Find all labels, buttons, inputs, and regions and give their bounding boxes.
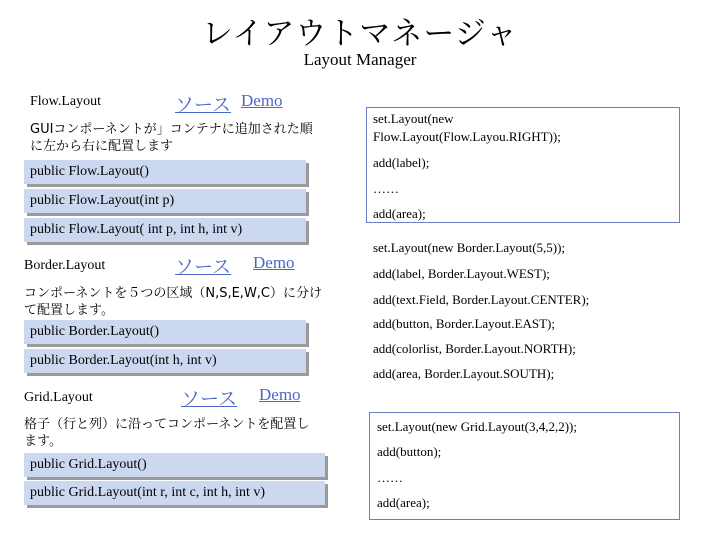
flow-code-line-5: add(area);	[373, 206, 426, 221]
border-ctor-2: public Border.Layout(int h, int v)	[24, 349, 306, 373]
grid-code-line-1: set.Layout(new Grid.Layout(3,4,2,2));	[377, 419, 578, 434]
border-ctor-1: public Border.Layout()	[24, 320, 306, 344]
flow-desc-line-2: に左から右に配置します	[30, 139, 174, 154]
grid-description	[24, 416, 344, 450]
border-code-line-6: add(area, Border.Layout.SOUTH);	[373, 366, 555, 381]
flow-desc-line-1: GUIコンポーネントが」コンテナに追加された順	[30, 122, 313, 137]
page-title: レイアウトマネージャ	[201, 16, 519, 52]
grid-layout-heading: Grid.Layout	[24, 390, 93, 405]
border-desc-line-2: て配置します。	[24, 303, 114, 318]
border-code-line-1: set.Layout(new Border.Layout(5,5));	[373, 240, 566, 255]
border-code-line-4: add(button, Border.Layout.EAST);	[373, 316, 555, 331]
grid-source-link[interactable]: ソース	[181, 388, 238, 410]
border-code-line-5: add(colorlist, Border.Layout.NORTH);	[373, 341, 576, 356]
grid-desc-line-1: 格子（行と列）に沿ってコンポーネントを配置し	[24, 417, 310, 432]
flow-demo-link[interactable]: Demo	[241, 91, 283, 110]
border-layout-heading: Border.Layout	[24, 258, 106, 273]
flow-source-link[interactable]: ソース	[175, 94, 232, 116]
border-code-line-2: add(label, Border.Layout.WEST);	[373, 266, 550, 281]
flow-code-line-2: Flow.Layout(Flow.Layou.RIGHT));	[373, 129, 561, 144]
flow-code-line-3: add(label);	[373, 155, 430, 170]
border-demo-link[interactable]: Demo	[253, 253, 295, 272]
flow-code-line-4: ……	[373, 181, 399, 196]
grid-ctor-1: public Grid.Layout()	[24, 453, 325, 477]
border-desc-line-1: コンポーネントを５つの区域（N,S,E,W,C）に分け	[24, 286, 323, 301]
grid-desc-line-2: ます。	[24, 434, 62, 449]
grid-ctor-2: public Grid.Layout(int r, int c, int h, int v)	[24, 481, 325, 505]
flow-code-line-1: set.Layout(new	[373, 111, 454, 126]
flow-ctor-2: public Flow.Layout(int p)	[24, 189, 306, 213]
border-code-line-3: add(text.Field, Border.Layout.CENTER);	[373, 292, 590, 307]
grid-code-line-4: add(area);	[377, 495, 430, 510]
flow-description	[30, 121, 330, 155]
border-description	[24, 285, 344, 319]
flow-ctor-3: public Flow.Layout( int p, int h, int v)	[24, 218, 306, 242]
grid-code-line-3: ……	[377, 470, 403, 485]
flow-ctor-1: public Flow.Layout()	[24, 160, 306, 184]
grid-demo-link[interactable]: Demo	[259, 385, 301, 404]
border-source-link[interactable]: ソース	[175, 256, 232, 278]
flow-layout-heading: Flow.Layout	[30, 94, 102, 109]
page-subtitle: Layout Manager	[303, 50, 417, 69]
grid-code-line-2: add(button);	[377, 444, 442, 459]
